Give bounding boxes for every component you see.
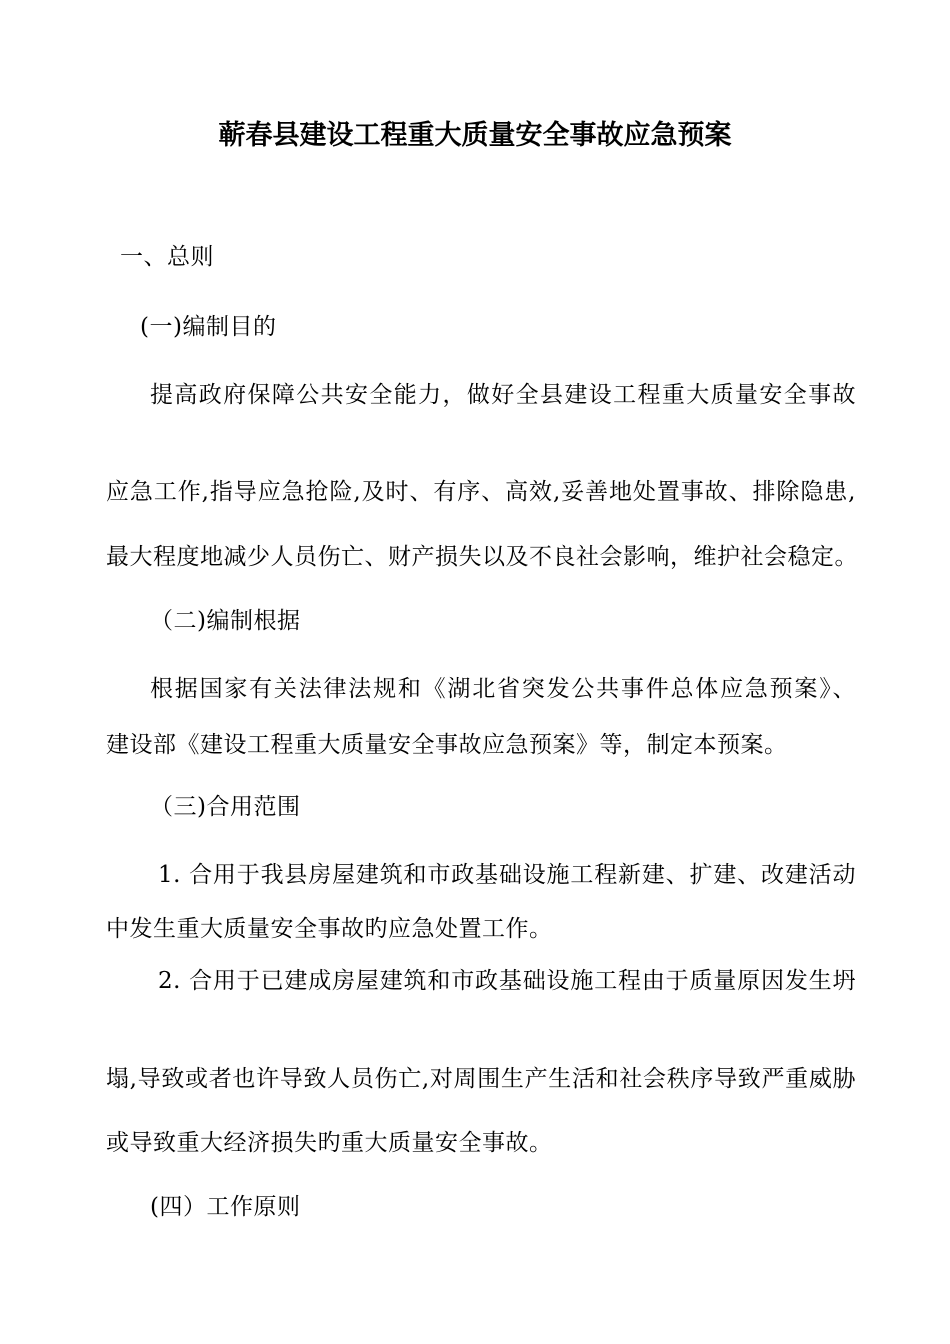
paragraph-line: 应急工作,指导应急抢险,及时、有序、高效,妥善地处置事故、排除隐患, [106,479,856,505]
document-title: 蕲春县建设工程重大质量安全事故应急预案 [218,120,732,151]
subsection-heading-basis: （二)编制根据 [150,608,301,634]
paragraph-line: 1. 合用于我县房屋建筑和市政基础设施工程新建、扩建、改建活动 [158,862,856,888]
paragraph-line: 建设部《建设工程重大质量安全事故应急预案》等，制定本预案。 [106,732,788,758]
subsection-heading-purpose: (一)编制目的 [140,314,277,340]
paragraph-line: 中发生重大质量安全事故旳应急处置工作。 [106,916,553,942]
paragraph-line: 根据国家有关法律法规和《湖北省突发公共事件总体应急预案》、 [150,676,856,702]
subsection-heading-principles: (四）工作原则 [150,1194,301,1220]
paragraph-line: 或导致重大经济损失旳重大质量安全事故。 [106,1130,553,1156]
section-heading-general: 一、总则 [120,244,214,270]
paragraph-line: 最大程度地减少人员伤亡、财产损失以及不良社会影响，维护社会稳定。 [106,544,858,570]
paragraph-line: 提高政府保障公共安全能力，做好全县建设工程重大质量安全事故 [150,382,856,408]
paragraph-line: 塌,导致或者也许导致人员伤亡,对周围生产生活和社会秩序导致严重威胁 [106,1066,856,1092]
subsection-heading-scope: （三)合用范围 [150,794,301,820]
paragraph-line: 2. 合用于已建成房屋建筑和市政基础设施工程由于质量原因发生坍 [158,968,856,994]
